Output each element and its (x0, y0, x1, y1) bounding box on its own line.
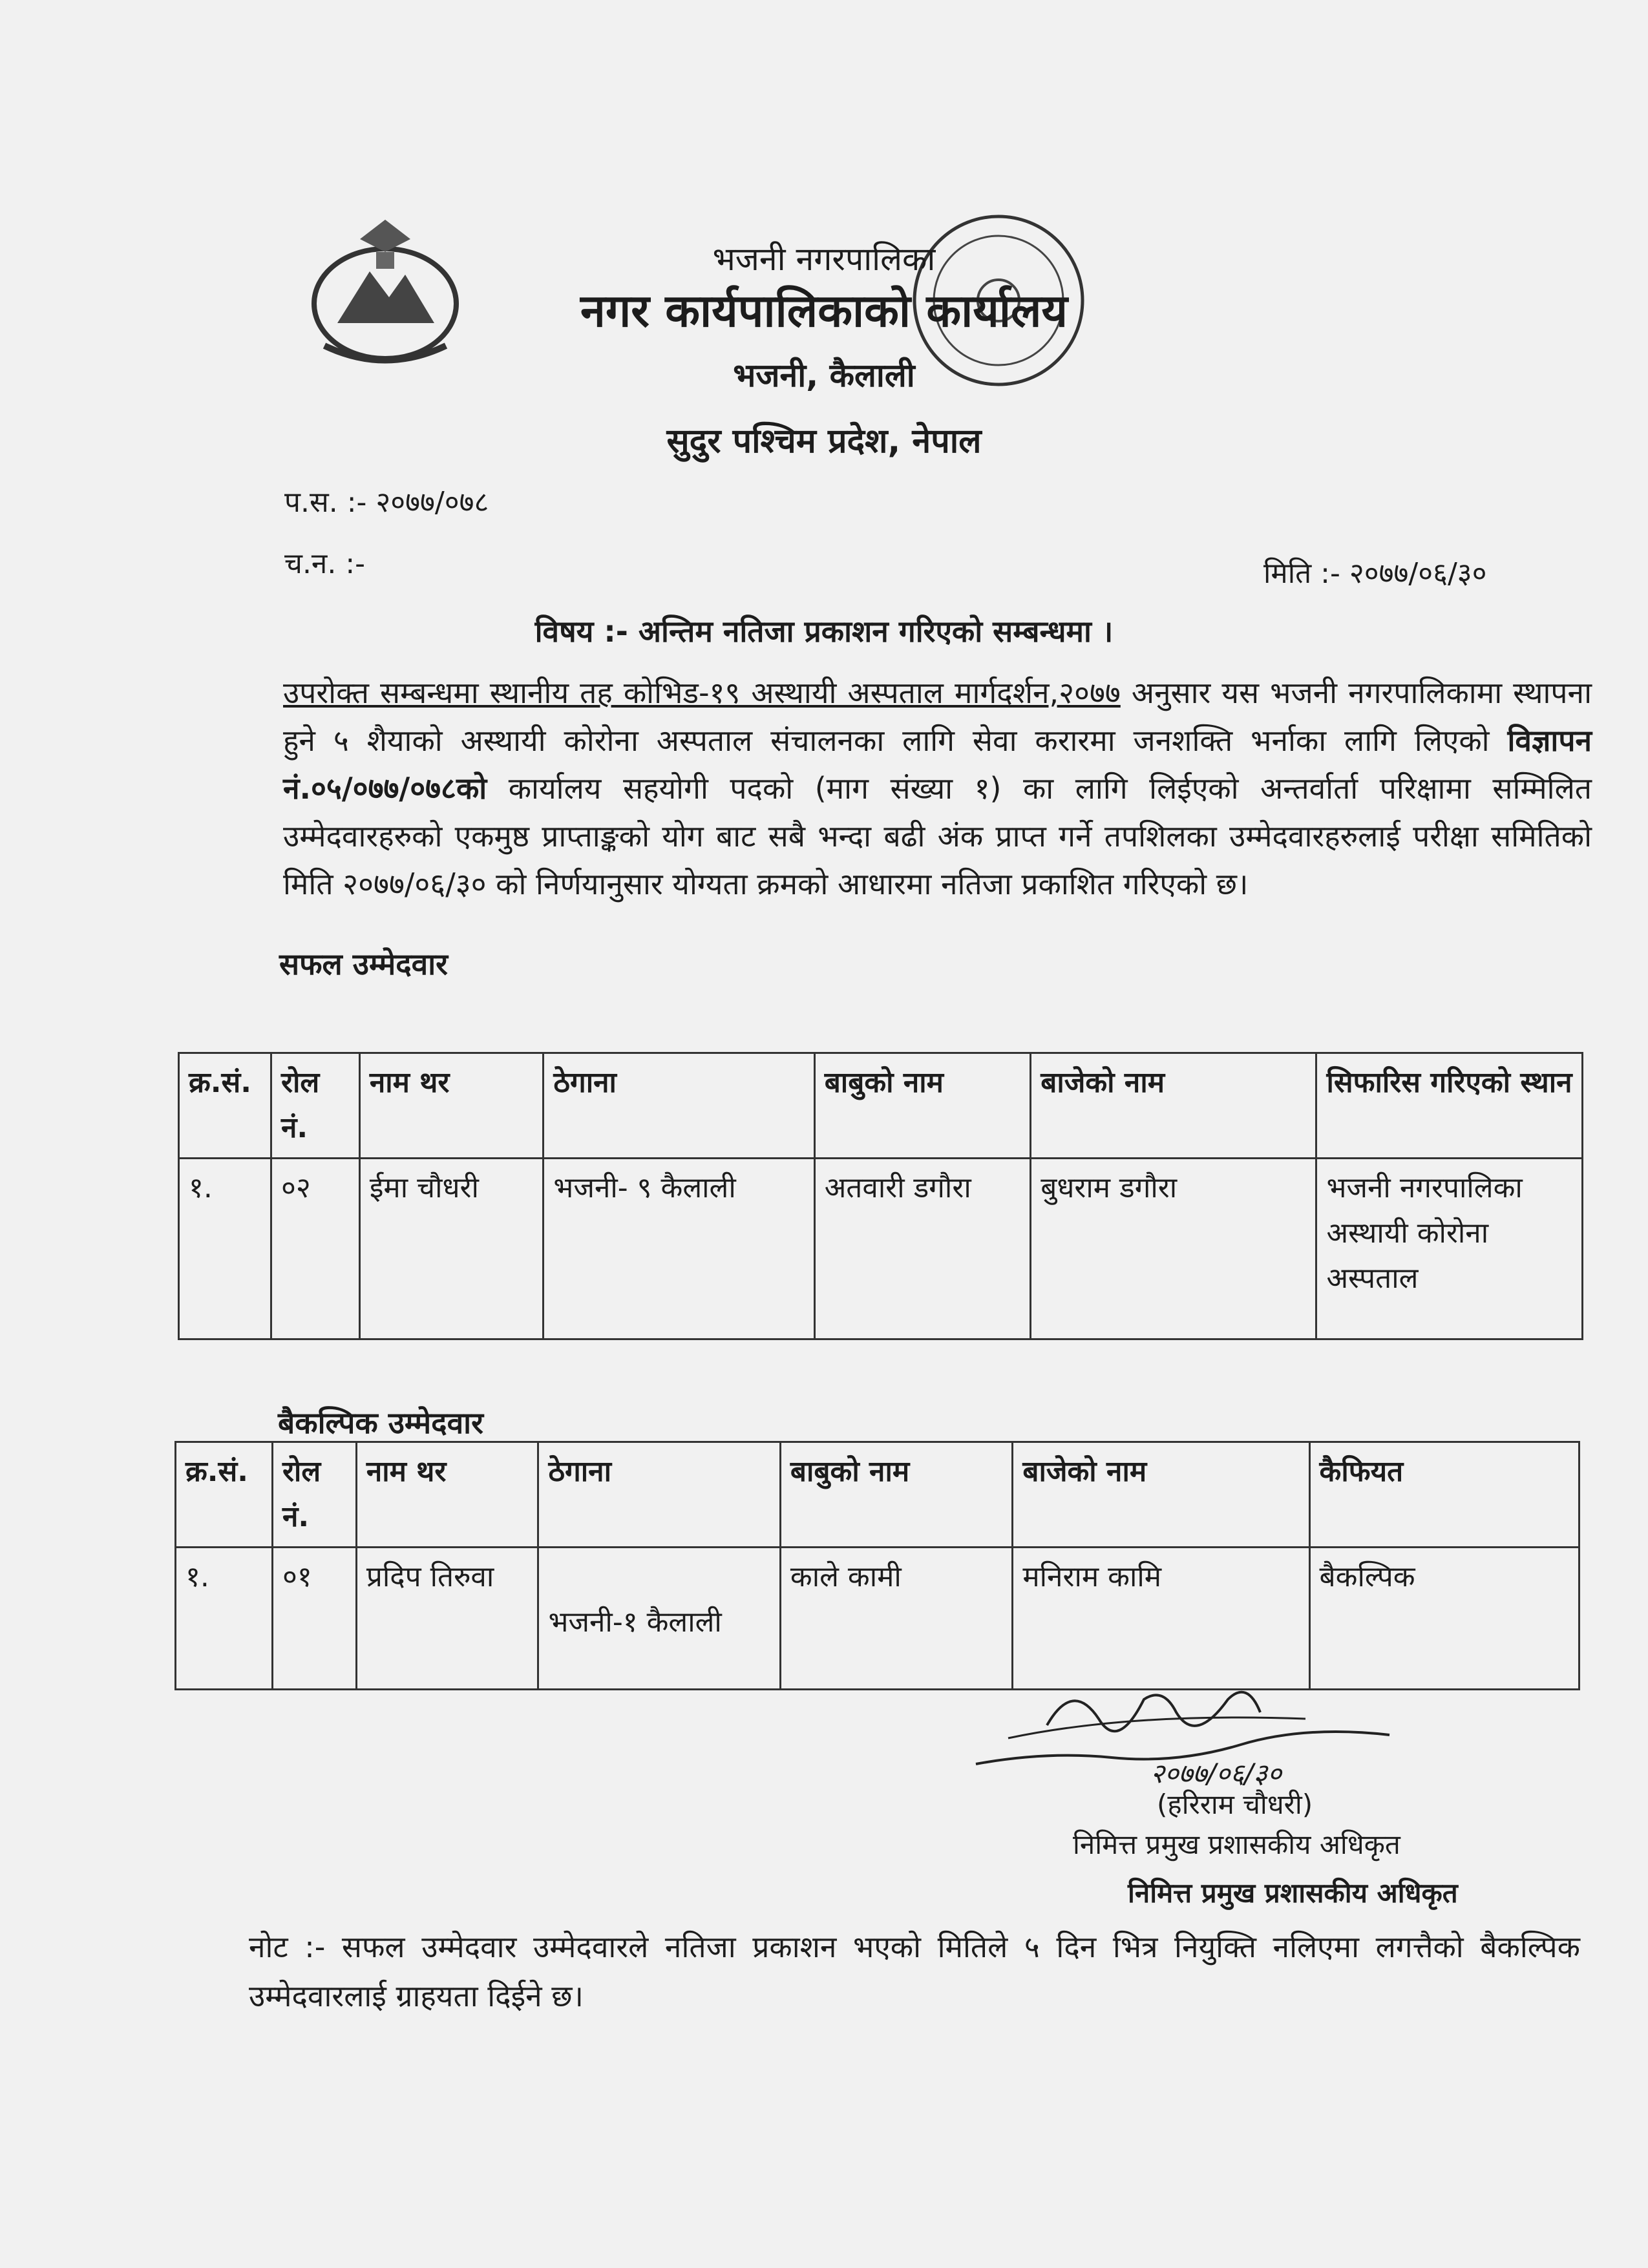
alternate-table (174, 1441, 1580, 1690)
table-cell: १. (179, 1159, 271, 1339)
table-cell: ०१ (272, 1548, 356, 1690)
dispatch-number: च.न. :- (284, 547, 366, 580)
table-cell: काले कामी (780, 1548, 1012, 1690)
successful-table (178, 1052, 1583, 1340)
column-header: सिफारिस गरिएको स्थान (1316, 1053, 1583, 1159)
table-cell: प्रदिप तिरुवा (356, 1548, 538, 1690)
table-cell: भजनी- ९ कैलाली (544, 1159, 814, 1339)
municipality-name: भजनी नगरपालिका (712, 240, 936, 278)
column-header: क्र.सं. (179, 1053, 271, 1159)
designation-stamp: निमित्त प्रमुख प्रशासकीय अधिकृत (1128, 1877, 1458, 1909)
table-row (179, 1159, 1583, 1339)
column-header: बाजेको नाम (1013, 1442, 1309, 1548)
subject-line: विषय :- अन्तिम नतिजा प्रकाशन गरिएको सम्बन्धमा । (534, 614, 1114, 649)
table-header-row (179, 1053, 1583, 1159)
successful-heading: सफल उम्मेदवार (279, 947, 448, 982)
column-header: बाबुको नाम (814, 1053, 1031, 1159)
letter-date: मिति :- २०७७/०६/३० (1263, 557, 1487, 590)
table-cell: मनिराम कामि (1013, 1548, 1309, 1690)
column-header: क्र.सं. (176, 1442, 273, 1548)
table-cell: भजनी-१ कैलाली (538, 1548, 780, 1690)
signatory-name: (हरिराम चौधरी) (1157, 1789, 1313, 1820)
column-header: रोल नं. (271, 1053, 359, 1159)
table-cell: बैकल्पिक (1309, 1548, 1579, 1690)
table-cell: ०२ (271, 1159, 359, 1339)
body-paragraph (283, 669, 1592, 908)
table-cell: भजनी नगरपालिका अस्थायी कोरोना अस्पताल (1316, 1159, 1583, 1339)
province-name: सुदुर पश्चिम प्रदेश, नेपाल (666, 422, 982, 461)
office-place: भजनी, कैलाली (733, 357, 915, 394)
advertisement-number: विज्ञापन नं.०५/०७७/०७८को (283, 723, 1592, 806)
table-row (176, 1548, 1579, 1690)
table-cell: १. (176, 1548, 273, 1690)
office-name: नगर कार्यपालिकाको कार्यालय (580, 284, 1068, 337)
signature-date: २०७७/०६/३० (1150, 1758, 1282, 1789)
column-header: ठेगाना (538, 1442, 780, 1548)
column-header: रोल नं. (272, 1442, 356, 1548)
column-header: बाजेको नाम (1031, 1053, 1316, 1159)
table-cell: बुधराम डगौरा (1031, 1159, 1316, 1339)
column-header: बाबुको नाम (780, 1442, 1012, 1548)
body-text-part: कार्यालय सहयोगी पदको (माग संख्या १) का लागि लिईएको अन्तर्वार्ता परिक्षामा सम्मिलित उम्मेदवारहरुको एकमुष्ठ प्राप्ताङ्कको योग बाट सबै भन्दा बढी अंक प्राप्त गर्ने तपशिलका उम्मेदवारहरुलाई परीक्षा समितिको मिति २०७७/०६/३० को निर्णयानुसार योग्यता क्रमको आधारमा नतिजा प्रकाशित गरिएको छ। (283, 771, 1592, 901)
body-underlined-text: उपरोक्त सम्बन्धमा स्थानीय तह कोभिड-१९ अस्थायी अस्पताल मार्गदर्शन,२०७७ (283, 675, 1121, 710)
column-header: नाम थर (359, 1053, 544, 1159)
alternate-heading: बैकल्पिक उम्मेदवार (278, 1405, 483, 1440)
column-header: नाम थर (356, 1442, 538, 1548)
signatory-designation: निमित्त प्रमुख प्रशासकीय अधिकृत (1073, 1829, 1400, 1860)
column-header: कैफियत (1309, 1442, 1579, 1548)
table-header-row (176, 1442, 1579, 1548)
body-text-part: अनुसार यस भजनी नगरपालिकामा स्थापना हुने ५ शैयाको अस्थायी कोरोना अस्पताल संचालनका लागि सेवा करारमा जनशक्ति भर्नाका लागि लिएको (283, 675, 1592, 758)
table-cell: ईमा चौधरी (359, 1159, 544, 1339)
note-paragraph: नोट :- सफल उम्मेदवार उम्मेदवारले नतिजा प्रकाशन भएको मितिले ५ दिन भित्र नियुक्ति नलिएमा लगत्तैको बैकल्पिक उम्मेदवारलाई ग्राहयता दिईने छ। (249, 1929, 1580, 2013)
table-cell: अतवारी डगौरा (814, 1159, 1031, 1339)
letter-number: प.स. :- २०७७/०७८ (284, 486, 489, 519)
column-header: ठेगाना (544, 1053, 814, 1159)
